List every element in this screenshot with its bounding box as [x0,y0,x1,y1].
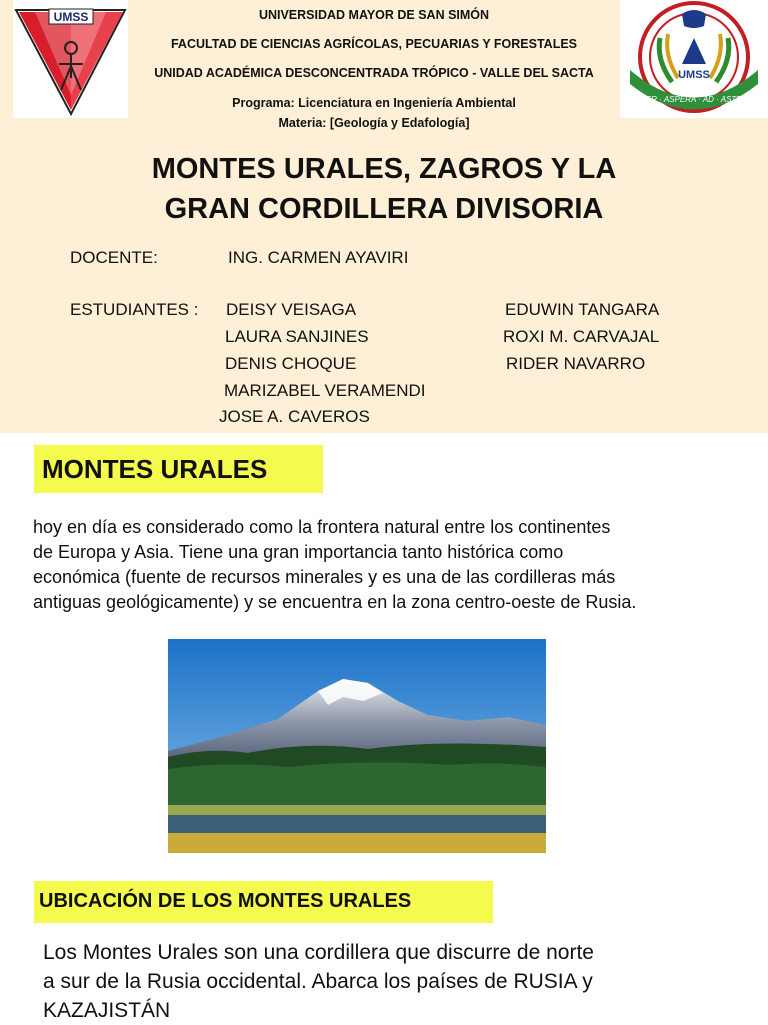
document-header [0,0,768,433]
section1-paragraph [33,515,636,615]
student-name: EDUWIN TANGARA [505,300,660,319]
students-label: ESTUDIANTES : [70,300,199,319]
paragraph-line: hoy en día es considerado como la frontera natural entre los continentes [33,517,611,537]
docente-label: DOCENTE: [70,248,158,267]
paragraph-line: a sur de la Rusia occidental. Abarca los países de RUSIA y [43,970,593,993]
program-line: Programa: Licenciatura en Ingeniería Ambiental [232,96,516,110]
umss-logo-right [620,0,768,118]
paragraph-line: KAZAJISTÁN [43,999,171,1022]
student-name: DEISY VEISAGA [226,300,357,319]
title-line-1: MONTES URALES, ZAGROS Y LA [151,153,617,185]
faculty-name: FACULTAD DE CIENCIAS AGRÍCOLAS, PECUARIAS Y FORESTALES [170,37,578,51]
section2-paragraph [43,938,594,1025]
ural-mountains-photo [168,639,546,853]
umss-seal-icon [620,0,768,118]
section-heading-ubicacion: UBICACIÓN DE LOS MONTES URALES [34,881,493,923]
university-name: UNIVERSIDAD MAYOR DE SAN SIMÓN [258,8,490,22]
paragraph-line: de Europa y Asia. Tiene una gran importancia tanto histórica como [33,542,564,562]
docente-name: ING. CARMEN AYAVIRI [228,248,409,267]
student-name: JOSE A. CAVEROS [219,407,370,426]
paragraph-line: económica (fuente de recursos minerales y es una de las cordilleras más [33,567,616,587]
student-name: LAURA SANJINES [225,327,369,346]
academic-unit: UNIDAD ACADÉMICA DESCONCENTRADA TRÓPICO - VALLE DEL SACTA [154,66,594,80]
section-heading-montes-urales: MONTES URALES [34,445,323,493]
logo-right-motto: PER · ASPERA · AD · ASTRA [640,95,748,104]
student-name: MARIZABEL VERAMENDI [224,381,426,400]
title-line-2: GRAN CORDILLERA DIVISORIA [164,193,604,225]
paragraph-line: Los Montes Urales son una cordillera que discurre de norte [43,941,594,964]
logo-left-text: UMSS [53,10,89,24]
subject-line: Materia: [Geología y Edafología] [278,116,470,130]
paragraph-line: antiguas geológicamente) y se encuentra en la zona centro-oeste de Rusia. [33,592,637,612]
mountain-landscape-image [168,639,546,853]
student-name: RIDER NAVARRO [506,354,646,373]
logo-right-text: UMSS [678,69,710,81]
student-name: ROXI M. CARVAJAL [503,327,660,346]
umss-shield-icon [13,0,128,118]
student-name: DENIS CHOQUE [225,354,357,373]
umss-logo-left [13,0,128,118]
